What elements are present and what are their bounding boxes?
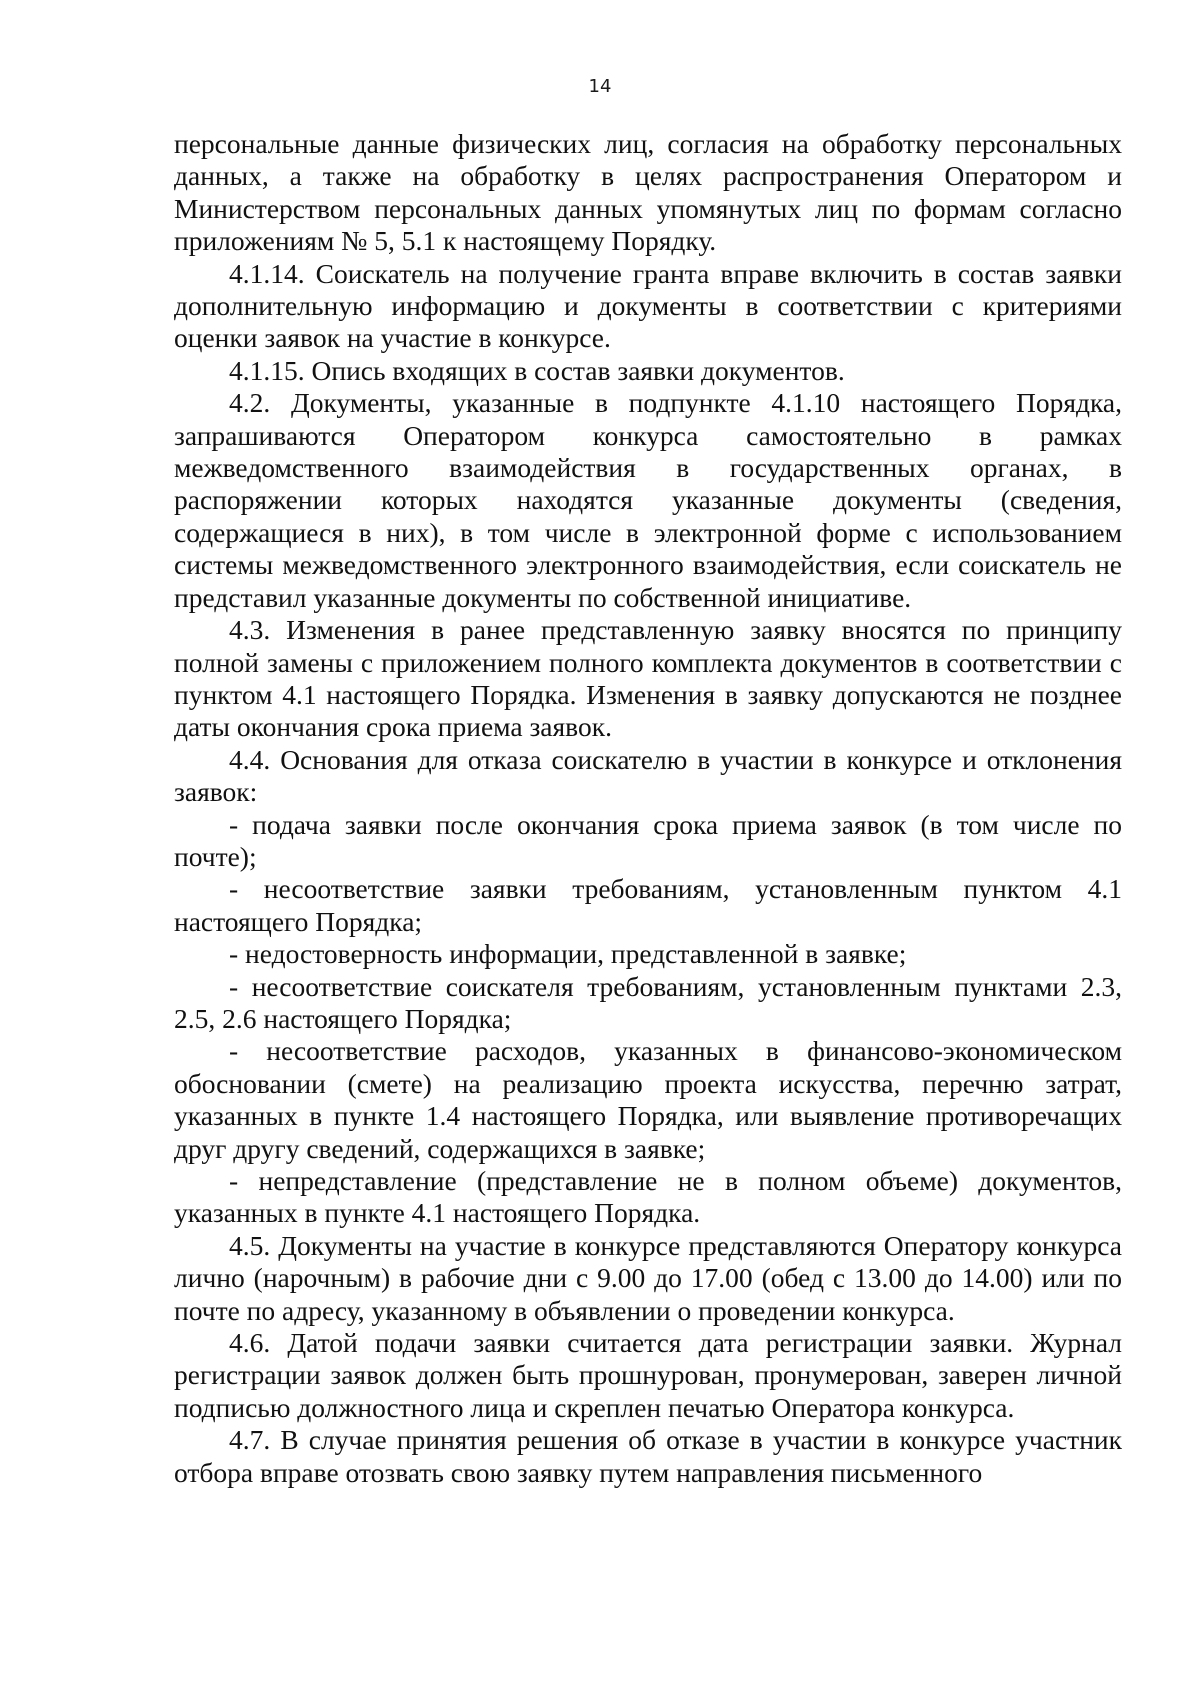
paragraph-4-6: 4.6. Датой подачи заявки считается дата регистрации заявки. Журнал регистрации заявок должен быть прошнурован, пронумерован, заверен личной подписью должностного лица и скреплен печатью Оператора конкурса.: [174, 1327, 1122, 1423]
paragraph-4-3: 4.3. Изменения в ранее представленную заявку вносятся по принципу полной замены с приложением полного комплекта документов в соответствии с пунктом 4.1 настоящего Порядка. Изменения в заявку допускаются не позднее даты окончания срока приема заявок.: [174, 614, 1122, 743]
list-item-expense-mismatch: - несоответствие расходов, указанных в финансово-экономическом обосновании (смете) на реализацию проекта искусства, перечню затрат, указанных в пункте 1.4 настоящего Порядка, или выявление противоречащих друг другу сведений, содержащихся в заявке;: [174, 1035, 1122, 1164]
paragraph-continuation: персональные данные физических лиц, согласия на обработку персональных данных, а также на обработку в целях распространения Оператором и Министерством персональных данных упомянутых лиц по формам согласно приложениям № 5, 5.1 к настоящему Порядку.: [174, 128, 1122, 257]
list-item-applicant-mismatch: - несоответствие соискателя требованиям, установленным пунктами 2.3, 2.5, 2.6 настоящего Порядка;: [174, 970, 1122, 1034]
page-number: 14: [588, 76, 612, 97]
list-item-unreliable-info: - недостоверность информации, представленной в заявке;: [229, 938, 907, 970]
document-body: [174, 128, 1122, 1489]
paragraph-4-1-14: 4.1.14. Соискатель на получение гранта вправе включить в состав заявки дополнительную информацию и документы в соответствии с критериями оценки заявок на участие в конкурсе.: [174, 257, 1122, 354]
list-item-missing-documents: - непредставление (представление не в полном объеме) документов, указанных в пункте 4.1 настоящего Порядка.: [174, 1165, 1122, 1229]
paragraph-4-2: 4.2. Документы, указанные в подпункте 4.1.10 настоящего Порядка, запрашиваются Оператором конкурса самостоятельно в рамках межведомственного взаимодействия в государственных органах, в распоряжении которых находятся указанные документы (сведения, содержащиеся в них), в том числе в электронной форме с использованием системы межведомственного электронного взаимодействия, если соискатель не представил указанные документы по собственной инициативе.: [174, 387, 1122, 613]
paragraph-4-7: 4.7. В случае принятия решения об отказе в участии в конкурсе участник отбора вправе отозвать свою заявку путем направления письменного: [174, 1424, 1122, 1488]
paragraph-4-1-15: 4.1.15. Опись входящих в состав заявки документов.: [229, 354, 845, 386]
paragraph-4-5: 4.5. Документы на участие в конкурсе представляются Оператору конкурса лично (нарочным) в рабочие дни с 9.00 до 17.00 (обед с 13.00 до 14.00) или по почте по адресу, указанному в объявлении о проведении конкурса.: [174, 1229, 1122, 1326]
paragraph-4-4: 4.4. Основания для отказа соискателю в участии в конкурсе и отклонения заявок:: [174, 743, 1122, 808]
list-item-application-mismatch: - несоответствие заявки требованиям, установленным пунктом 4.1 настоящего Порядка;: [174, 873, 1122, 937]
list-item-late-submission: - подача заявки после окончания срока приема заявок (в том числе по почте);: [174, 808, 1122, 872]
